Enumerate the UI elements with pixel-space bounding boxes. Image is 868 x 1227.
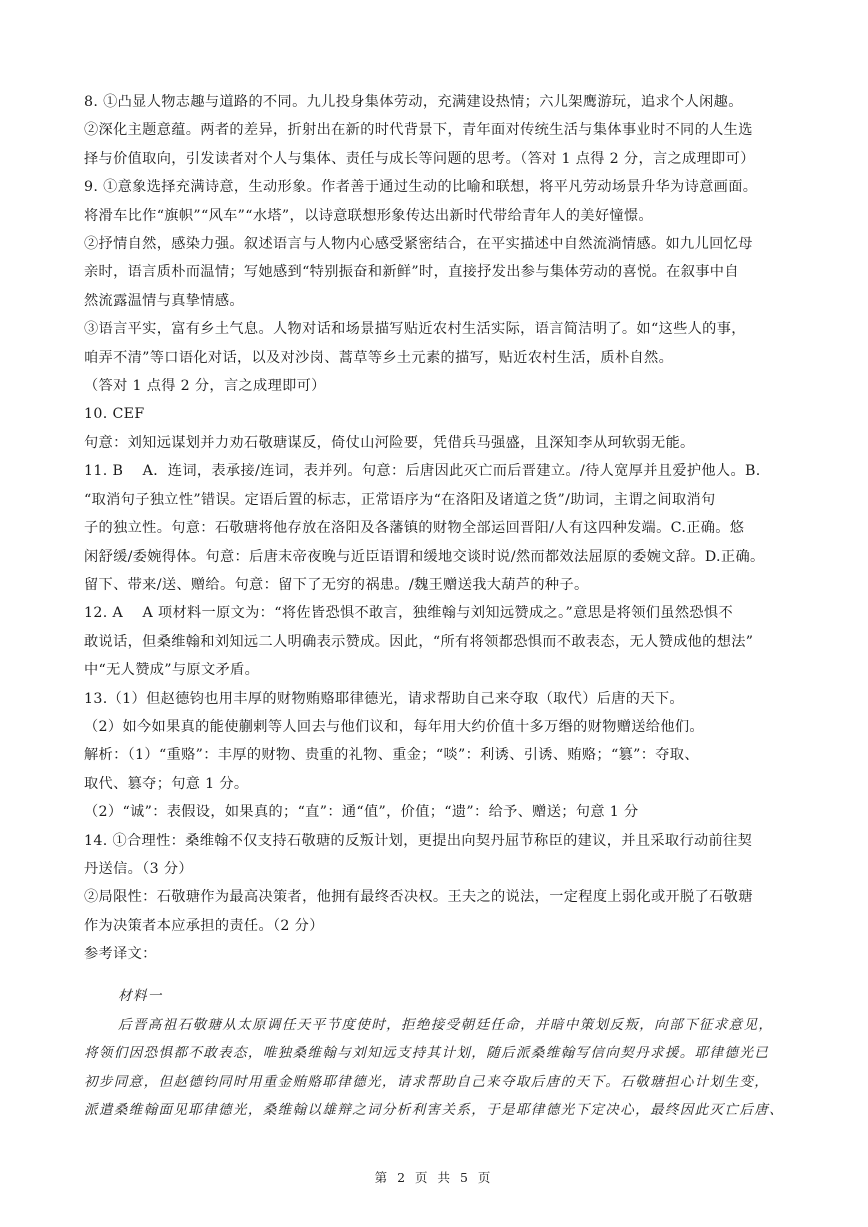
translation-line: 将领们因恐惧都不敢表态，唯独桑维翰与刘知远支持其计划，随后派桑维翰写信向契丹求援。耶律德光已 — [84, 1045, 770, 1062]
text-line: （答对 1 点得 2 分，言之成理即可） — [84, 378, 326, 395]
text-line: ②抒情自然，感染力强。叙述语言与人物内心感受紧密结合，在平实描述中自然流淌情感。如九儿回忆母 — [84, 236, 753, 253]
text-line: ②深化主题意蕴。两者的差异，折射出在新的时代背景下，青年面对传统生活与集体事业时不同的人生选 — [84, 122, 753, 139]
answer-text — [84, 88, 786, 969]
translation-line: 派遣桑维翰面见耶律德光，桑维翰以雄辩之词分析利害关系，于是耶律德光下定决心，最终因此灭亡后唐、 — [84, 1102, 785, 1119]
translation-heading: 材料一 — [118, 988, 163, 1004]
page-footer: 第 2 页 共 5 页 — [374, 1170, 494, 1185]
text-line: 亲时，语言质朴而温情；写她感到“特别振奋和新鲜”时，直接抒发出参与集体劳动的喜悦。在叙事中自 — [84, 264, 739, 281]
text-line: 8. ①凸显人物志趣与道路的不同。九儿投身集体劳动，充满建设热情；六儿架鹰游玩，追求个人闲趣。 — [84, 94, 743, 110]
text-line: （2）“诚”：表假设，如果真的；“直”：通“值”，价值；“遗”：给予、赠送；句意 1 分 — [84, 804, 639, 821]
text-line: ②局限性：石敬瑭作为最高决策者，他拥有最终否决权。王夫之的说法，一定程度上弱化或开脱了石敬瑭 — [84, 889, 753, 906]
translation-line: 后晋高祖石敬瑭从太原调任天平节度使时，拒绝接受朝廷任命，并暗中策划反叛，向部下征求意见， — [118, 1016, 774, 1033]
text-line: ③语言平实，富有乡土气息。人物对话和场景描写贴近农村生活实际，语言简洁明了。如“这些人的事， — [84, 321, 746, 338]
text-line: 将滑车比作“旗帜”“风车”“水塔”，以诗意联想形象传达出新时代带给青年人的美好憧憬。 — [84, 207, 653, 224]
text-line: “取消句子独立性”错误。定语后置的标志，正常语序为“在洛阳及诸道之货”/助词，主谓之间取消句 — [84, 491, 716, 508]
text-line: 11. B A．连词，表承接/连词，表并列。句意：后唐因此灭亡而后晋建立。/待人宽厚并且爱护他人。B. — [84, 463, 761, 480]
text-line: 敢说话，但桑维翰和刘知远二人明确表示赞成。因此，“所有将领都恐惧而不敢表态，无人赞成他的想法” — [84, 633, 754, 650]
text-line: 14. ①合理性：桑维翰不仅支持石敬瑭的反叛计划，更提出向契丹屈节称臣的建议，并且采取行动前往契 — [84, 832, 753, 849]
translation-line: 初步同意，但赵德钧同时用重金贿赂耶律德光，请求帮助自己来夺取后唐的天下。石敬瑭担心计划生变， — [84, 1073, 770, 1090]
text-line: （2）如今如果真的能使蒯剌等人回去与他们议和，每年用大约价值十多万缗的财物赠送给他们。 — [84, 718, 704, 735]
text-line: 丹送信。（3 分） — [84, 860, 193, 877]
text-line: 12. A A 项材料一原文为：“将佐皆恐惧不敢言，独维翰与刘知远赞成之。”意思是将领们虽然恐惧不 — [84, 605, 733, 622]
text-line: 10. CEF — [84, 406, 145, 423]
text-line: 9. ①意象选择充满诗意，生动形象。作者善于通过生动的比喻和联想，将平凡劳动场景升华为诗意画面。 — [84, 179, 758, 196]
text-line: 取代、篡夺；句意 1 分。 — [84, 775, 249, 792]
text-line: 13.（1）但赵德钧也用丰厚的财物贿赂耶律德光，请求帮助自己来夺取（取代）后唐的天下。 — [84, 690, 684, 707]
text-line: 参考译文： — [84, 946, 157, 963]
text-line: 解析：（1）“重赂”：丰厚的财物、贵重的礼物、重金；“啖”：利诱、引诱、贿赂；“篡”：夺取、 — [84, 747, 699, 764]
text-line: 子的独立性。句意：石敬瑭将他存放在洛阳及各藩镇的财物全部运回晋阳/人有这四种发端。C.正确。悠 — [84, 520, 745, 537]
text-line: 中“无人赞成”与原文矛盾。 — [84, 662, 260, 679]
text-line: 择与价值取向，引发读者对个人与集体、责任与成长等问题的思考。（答对 1 点得 2 分，言之成理即可） — [84, 150, 755, 167]
text-line: 留下、带来/送、赠给。句意：留下了无穷的祸患。/魏王赠送我大葫芦的种子。 — [84, 576, 589, 593]
text-line: 咱弄不清”等口语化对话，以及对沙岗、蒿草等乡土元素的描写，贴近农村生活，质朴自然。 — [84, 349, 674, 366]
text-line: 作为决策者本应承担的责任。（2 分） — [84, 917, 324, 934]
reference-translation — [84, 982, 786, 1125]
text-line: 然流露温情与真挚情感。 — [84, 292, 244, 309]
text-line: 闲舒缓/委婉得体。句意：后唐末帝夜晚与近臣语谓和缓地交谈时说/然而都效法屈原的委婉文辞。D.正确。 — [84, 548, 765, 565]
text-line: 句意：刘知远谋划并力劝石敬瑭谋反，倚仗山河险要，凭借兵马强盛，且深知李从珂软弱无能。 — [84, 434, 695, 451]
